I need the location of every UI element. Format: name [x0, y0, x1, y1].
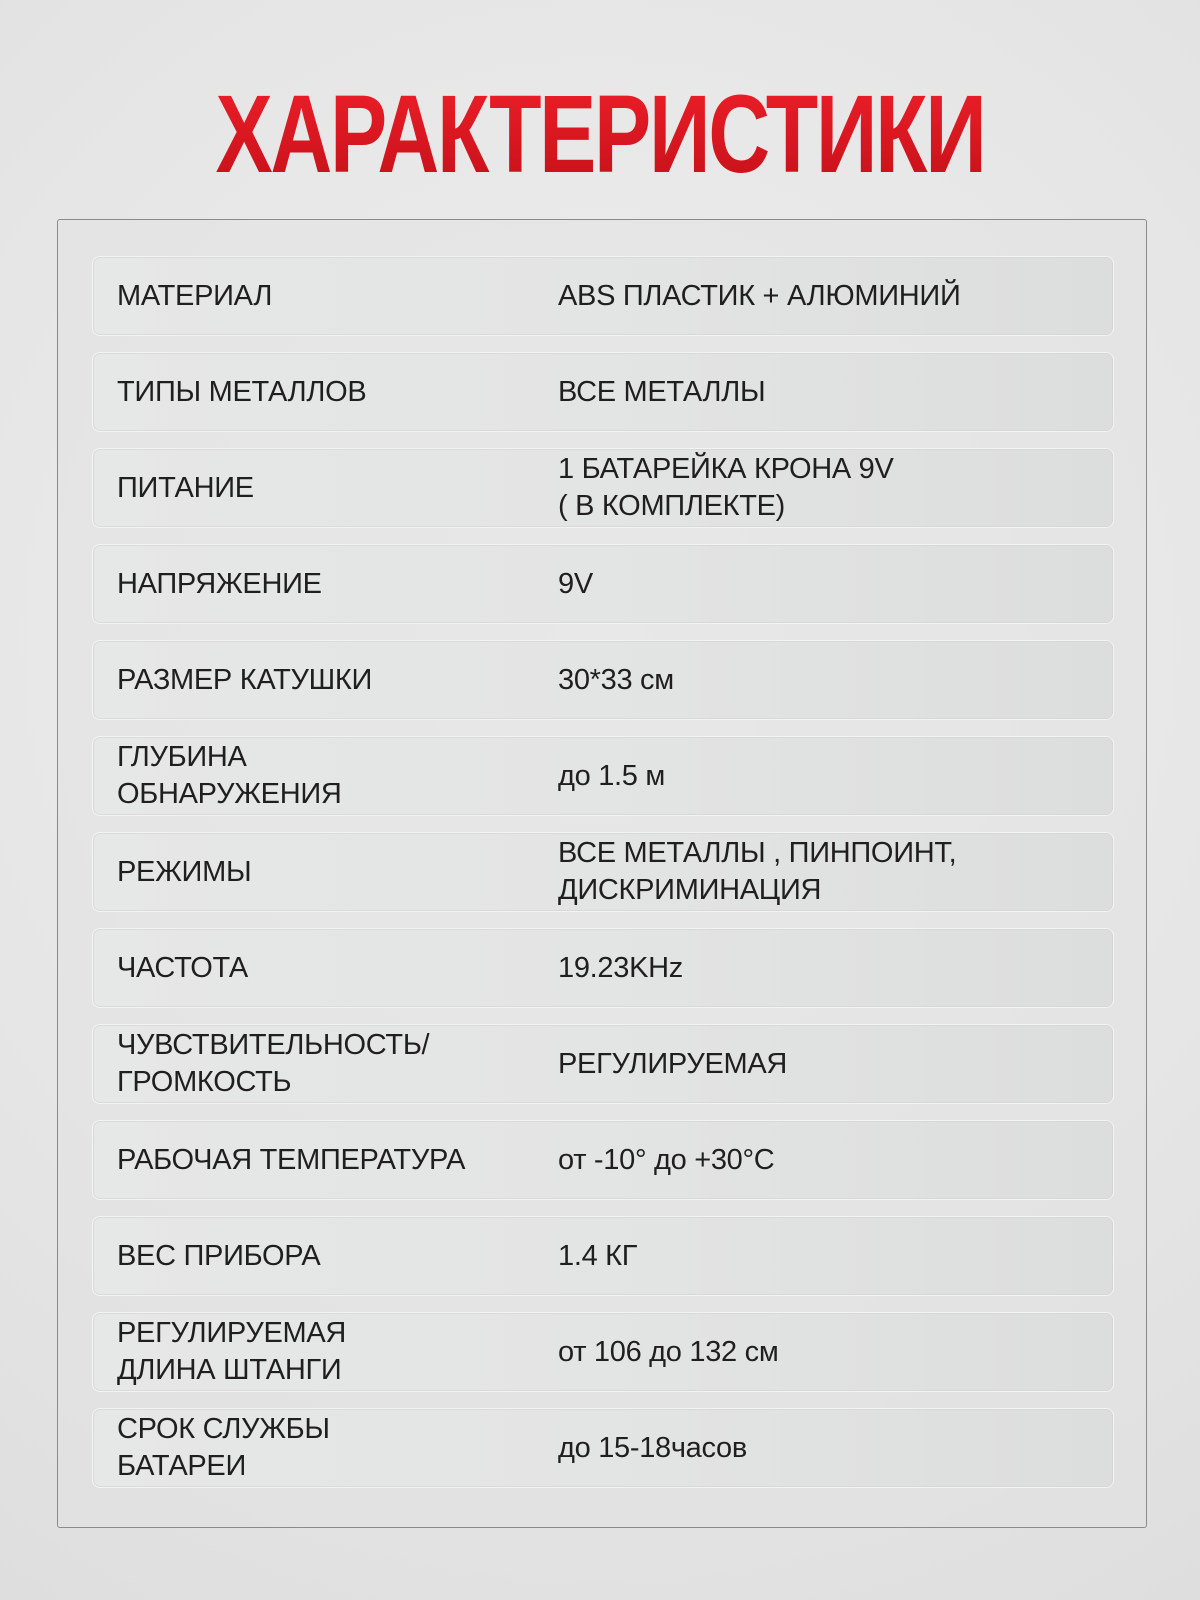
spec-row-shaft-length — [92, 1312, 1114, 1392]
spec-key: ЧУВСТВИТЕЛЬНОСТЬ/ ГРОМКОСТЬ — [117, 1029, 430, 1098]
spec-row-power — [92, 448, 1114, 528]
spec-key: ВЕС ПРИБОРА — [117, 1239, 321, 1272]
spec-value: ВСЕ МЕТАЛЛЫ , ПИНПОИНТ, ДИСКРИМИНАЦИЯ — [558, 837, 957, 906]
spec-value: ABS ПЛАСТИК + АЛЮМИНИЙ — [558, 279, 961, 312]
spec-row-frequency — [92, 928, 1114, 1008]
spec-row-metal-types — [92, 352, 1114, 432]
specs-panel — [57, 219, 1147, 1528]
spec-value: 1.4 КГ — [558, 1239, 638, 1272]
spec-key: ПИТАНИЕ — [117, 471, 254, 504]
spec-value: 19.23KHz — [558, 951, 683, 984]
spec-value: 9V — [558, 567, 593, 600]
spec-key: РЕГУЛИРУЕМАЯ ДЛИНА ШТАНГИ — [117, 1317, 347, 1386]
spec-key: ЧАСТОТА — [117, 951, 248, 984]
spec-value: до 15-18часов — [558, 1431, 747, 1464]
spec-key: НАПРЯЖЕНИЕ — [117, 567, 322, 600]
spec-value: ВСЕ МЕТАЛЛЫ — [558, 375, 766, 408]
spec-key: РАЗМЕР КАТУШКИ — [117, 663, 373, 696]
spec-value: РЕГУЛИРУЕМАЯ — [558, 1047, 788, 1080]
spec-row-modes — [92, 832, 1114, 912]
spec-key: ГЛУБИНА ОБНАРУЖЕНИЯ — [117, 741, 342, 810]
spec-value: 1 БАТАРЕЙКА КРОНА 9V ( В КОМПЛЕКТЕ) — [558, 453, 894, 522]
spec-row-temperature — [92, 1120, 1114, 1200]
spec-row-material — [92, 256, 1114, 336]
spec-row-coil-size — [92, 640, 1114, 720]
page-title: ХАРАКТЕРИСТИКИ — [132, 70, 1068, 200]
spec-row-detection-depth — [92, 736, 1114, 816]
spec-key: РЕЖИМЫ — [117, 855, 252, 888]
spec-key: МАТЕРИАЛ — [117, 279, 273, 312]
spec-value: 30*33 см — [558, 663, 674, 696]
spec-key: СРОК СЛУЖБЫ БАТАРЕИ — [117, 1413, 330, 1482]
spec-row-weight — [92, 1216, 1114, 1296]
spec-row-sensitivity — [92, 1024, 1114, 1104]
spec-key: ТИПЫ МЕТАЛЛОВ — [117, 375, 367, 408]
spec-key: РАБОЧАЯ ТЕМПЕРАТУРА — [117, 1143, 466, 1176]
spec-value: до 1.5 м — [558, 759, 666, 792]
spec-value: от 106 до 132 см — [558, 1335, 779, 1368]
spec-value: от -10° до +30°C — [558, 1143, 775, 1176]
spec-row-voltage — [92, 544, 1114, 624]
specs-table — [92, 256, 1114, 1504]
spec-row-battery-life — [92, 1408, 1114, 1488]
